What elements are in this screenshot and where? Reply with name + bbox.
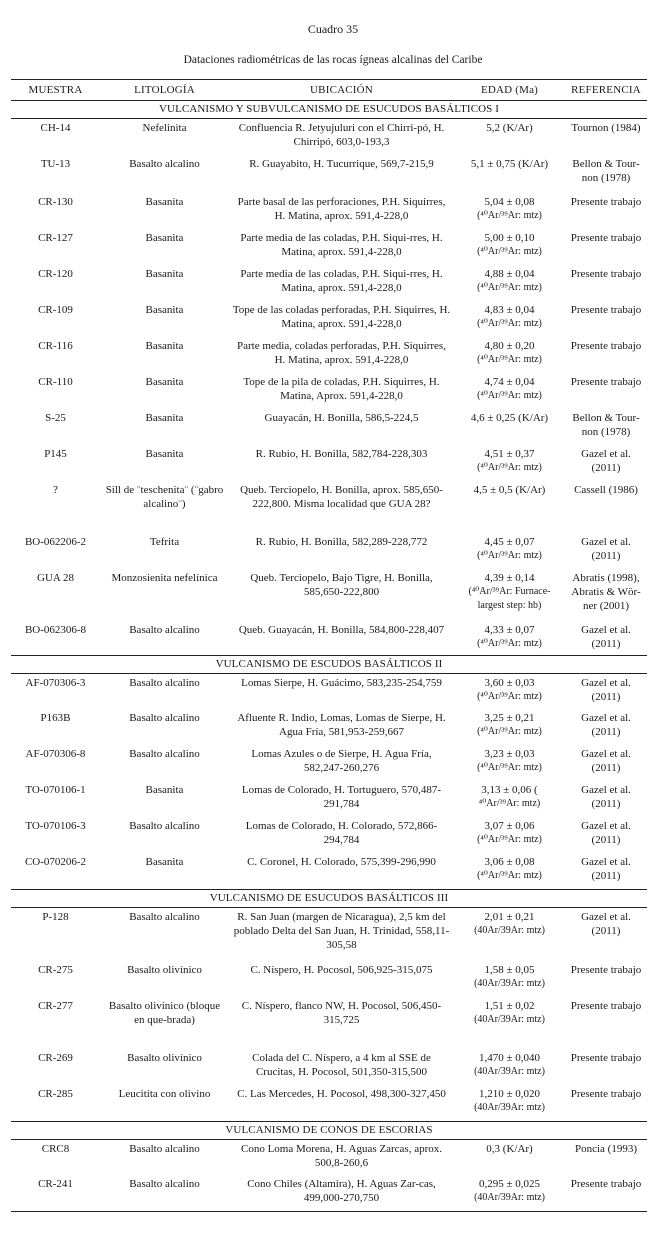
cell-referencia: Presente trabajo [570, 1178, 642, 1190]
table-row [11, 119, 647, 155]
cell-referencia: Presente trabajo [570, 1052, 642, 1064]
header-muestra: MUESTRA [28, 84, 83, 96]
age-method: (⁴⁰Ar/³⁹Ar: Furnace-largest step: hb) [468, 585, 551, 611]
cell-litologia: Tefrita [149, 535, 180, 548]
cell-ubicacion: R. Rubio, H. Bonilla, 582,289-228,772 [255, 535, 428, 548]
cell-litologia: Sill de ¨teschenita¨ (¨gabro alcalino¨) [105, 483, 224, 510]
cell-referencia: Presente trabajo [570, 339, 642, 352]
cell-referencia: Gazel et al. (2011) [581, 910, 631, 937]
table-row [11, 409, 647, 445]
cell-litologia: Basanita [145, 784, 184, 796]
cell-litologia: Basalto olivínico [127, 964, 202, 976]
cell-ubicacion: Parte media de las coladas, P.H. Siqui-rres, H. Matina, aprox. 591,4-228,0 [240, 267, 443, 294]
age-method: ⁴⁰Ar/³⁹Ar: mtz) [478, 798, 541, 809]
cell-referencia: Gazel et al. (2011) [581, 676, 631, 703]
cell-edad [454, 1085, 565, 1121]
age-method: (⁴⁰Ar/³⁹Ar: mtz) [477, 870, 542, 881]
cell-referencia: Presente trabajo [570, 195, 642, 208]
age-value: 4,6 ± 0,25 (K/Ar) [470, 411, 549, 424]
cell-muestra: CR-285 [38, 1088, 73, 1100]
cell-edad [454, 709, 565, 745]
table-row [11, 997, 647, 1049]
age-value: 3,07 ± 0,06 [484, 820, 535, 832]
table-body [11, 101, 647, 1212]
cell-referencia: Presente trabajo [570, 375, 642, 388]
age-method: (⁴⁰Ar/³⁹Ar: mtz) [477, 353, 542, 365]
cell-litologia: Basalto alcalino [129, 1142, 200, 1155]
age-value: 3,06 ± 0,08 [484, 856, 535, 868]
cell-muestra: GUA 28 [37, 571, 74, 584]
cell-muestra: BO-062306-8 [24, 623, 87, 636]
table-row [11, 1049, 647, 1085]
cell-litologia: Basanita [145, 231, 184, 244]
cell-muestra: P145 [44, 447, 67, 460]
cell-referencia: Presente trabajo [570, 1000, 642, 1012]
cell-ubicacion: R. Rubio, H. Bonilla, 582,784-228,303 [255, 447, 428, 460]
age-value: 0,295 ± 0,025 [478, 1178, 541, 1190]
cell-muestra: TO-070106-1 [25, 784, 86, 796]
cell-edad [454, 533, 565, 569]
cell-edad [454, 1139, 565, 1175]
cell-muestra: CH-14 [40, 122, 71, 134]
table-caption-title: Dataciones radiométricas de las rocas ígneas alcalinas del Caribe [183, 54, 483, 66]
table-row [11, 621, 647, 656]
age-method: (40Ar/39Ar: mtz) [474, 924, 545, 936]
cell-muestra: CRC8 [41, 1142, 70, 1155]
cell-ubicacion: Confluencia R. Jetyujuluri con el Chirri-pó, H. Chirripó, 603,0-193,3 [238, 122, 445, 148]
cell-edad [454, 673, 565, 709]
age-value: 4,5 ± 0,5 (K/Ar) [473, 483, 546, 496]
cell-muestra: BO-062206-2 [24, 535, 87, 548]
cell-litologia: Basalto alcalino [129, 748, 200, 760]
age-value: 5,04 ± 0,08 [484, 195, 535, 208]
cell-muestra: CR-120 [38, 267, 73, 280]
table-row [11, 265, 647, 301]
table-row [11, 817, 647, 853]
cell-referencia: Gazel et al. (2011) [581, 447, 631, 474]
cell-ubicacion: Cono Chiles (Altamira), H. Aguas Zar-cas, 499,000-270,750 [247, 1178, 436, 1204]
age-value: 5,1 ± 0,75 (K/Ar) [470, 157, 549, 170]
cell-edad [454, 337, 565, 373]
cell-ubicacion: Lomas de Colorado, H. Colorado, 572,866-294,784 [245, 820, 438, 846]
cell-edad [454, 445, 565, 481]
cell-edad [454, 1049, 565, 1085]
age-method: (⁴⁰Ar/³⁹Ar: mtz) [477, 461, 542, 473]
cell-edad [454, 265, 565, 301]
cell-ubicacion: Tope de las coladas perforadas, P.H. Siquirres, H. Matina, aprox. 591,4-228,0 [232, 303, 451, 330]
cell-referencia: Gazel et al. (2011) [581, 623, 631, 650]
cell-ubicacion: Guayacán, H. Bonilla, 586,5-224,5 [264, 411, 419, 424]
table-row [11, 853, 647, 889]
table-row [11, 155, 647, 193]
cell-referencia: Bellon & Tour-non (1978) [572, 157, 640, 184]
cell-muestra: CR-277 [38, 1000, 73, 1012]
cell-edad [454, 193, 565, 229]
cell-ubicacion: Lomas de Colorado, H. Tortuguero, 570,487-291,784 [241, 784, 442, 810]
cell-referencia: Gazel et al. (2011) [581, 535, 631, 562]
table-caption-number: Cuadro 35 [307, 22, 359, 36]
cell-referencia: Abratis (1998), Abratis & Wör-ner (2001) [571, 571, 641, 612]
age-method: (⁴⁰Ar/³⁹Ar: mtz) [477, 549, 542, 561]
cell-ubicacion: C. Las Mercedes, H. Pocosol, 498,300-327,450 [237, 1088, 446, 1100]
cell-litologia: Basanita [145, 375, 184, 388]
section-header-row [11, 1121, 647, 1139]
cell-edad [454, 301, 565, 337]
cell-ubicacion: C. Níspero, flanco NW, H. Pocosol, 506,450-315,725 [241, 1000, 442, 1026]
table-row [11, 709, 647, 745]
cell-litologia: Basanita [145, 267, 184, 280]
cell-referencia: Presente trabajo [570, 267, 642, 280]
cell-muestra: CR-269 [38, 1052, 73, 1064]
cell-ubicacion: Lomas Sierpe, H. Guácimo, 583,235-254,759 [241, 676, 442, 689]
age-value: 4,51 ± 0,37 [484, 447, 535, 460]
age-method: (⁴⁰Ar/³⁹Ar: mtz) [477, 209, 542, 221]
section-header-row [11, 655, 647, 673]
cell-muestra: CR-116 [38, 339, 73, 352]
cell-ubicacion: Parte basal de las perforaciones, P.H. Siquirres, H. Matina, aprox. 591,4-228,0 [237, 195, 446, 222]
table-row [11, 229, 647, 265]
age-value: 4,33 ± 0,07 [484, 623, 535, 636]
table-row [11, 673, 647, 709]
age-value: 1,210 ± 0,020 [478, 1088, 541, 1100]
cell-litologia: Basanita [145, 339, 184, 352]
cell-litologia: Basalto alcalino [129, 623, 200, 636]
radiometric-dating-table [11, 79, 647, 1212]
cell-litologia: Basanita [145, 447, 184, 460]
section-header-row [11, 889, 647, 907]
cell-litologia: Basalto alcalino [129, 820, 200, 832]
table-row [11, 481, 647, 533]
cell-muestra: CR-110 [38, 375, 73, 388]
cell-litologia: Basalto alcalino [129, 676, 200, 689]
cell-referencia: Gazel et al. (2011) [581, 820, 631, 846]
cell-litologia: Leucitita con olivino [118, 1088, 211, 1100]
cell-ubicacion: Queb. Terciopelo, H. Bonilla, aprox. 585,650-222,800. Misma localidad que GUA 28? [240, 483, 443, 510]
cell-referencia: Gazel et al. (2011) [581, 784, 631, 810]
cell-edad [454, 409, 565, 445]
cell-edad [454, 621, 565, 656]
cell-edad [454, 229, 565, 265]
age-value: 4,74 ± 0,04 [484, 375, 535, 388]
age-method: (⁴⁰Ar/³⁹Ar: mtz) [477, 281, 542, 293]
cell-muestra: CR-127 [38, 231, 73, 244]
cell-litologia: Basanita [145, 411, 184, 424]
cell-edad [454, 781, 565, 817]
age-method: (40Ar/39Ar: mtz) [474, 1066, 545, 1077]
age-method: (⁴⁰Ar/³⁹Ar: mtz) [477, 726, 542, 737]
table-row [11, 961, 647, 997]
cell-ubicacion: Parte media de las coladas, P.H. Siqui-rres, H. Matina, aprox. 591,4-228,0 [240, 231, 443, 258]
table-row [11, 445, 647, 481]
cell-muestra: AF-070306-8 [25, 748, 86, 760]
cell-litologia: Basanita [145, 303, 184, 316]
table-row [11, 569, 647, 621]
cell-ubicacion: C. Níspero, H. Pocosol, 506,925-315,075 [250, 964, 433, 976]
table-row [11, 193, 647, 229]
cell-referencia: Gazel et al. (2011) [581, 748, 631, 774]
age-method: (40Ar/39Ar: mtz) [474, 1102, 545, 1113]
age-method: (⁴⁰Ar/³⁹Ar: mtz) [477, 637, 542, 649]
cell-muestra: P-128 [42, 910, 69, 923]
age-value: 1,51 ± 0,02 [484, 1000, 535, 1012]
cell-referencia: Poncia (1993) [574, 1142, 637, 1155]
cell-edad [454, 907, 565, 961]
section-title: VULCANISMO DE ESUCUDOS BASÁLTICOS III [209, 891, 449, 904]
cell-ubicacion: Lomas Azules o de Sierpe, H. Agua Fría, 582,247-260,276 [251, 748, 432, 774]
cell-litologia: Basalto alcalino [129, 1178, 200, 1190]
cell-muestra: CO-070206-2 [24, 856, 87, 868]
table-row [11, 533, 647, 569]
age-method: (40Ar/39Ar: mtz) [474, 978, 545, 989]
cell-ubicacion: Queb. Terciopelo, Bajo Tigre, H. Bonilla, 585,650-222,800 [250, 571, 433, 598]
cell-litologia: Basanita [145, 856, 184, 868]
table-row [11, 907, 647, 961]
age-value: 3,23 ± 0,03 [484, 748, 535, 760]
cell-muestra: S-25 [45, 411, 66, 424]
table-row [11, 373, 647, 409]
age-method: (⁴⁰Ar/³⁹Ar: mtz) [477, 762, 542, 773]
cell-muestra: CR-109 [38, 303, 73, 316]
cell-edad [454, 119, 565, 155]
cell-edad [454, 569, 565, 621]
cell-litologia: Basanita [145, 195, 184, 208]
cell-referencia: Cassell (1986) [574, 483, 638, 496]
cell-litologia: Basalto alcalino [129, 157, 200, 170]
age-value: 3,25 ± 0,21 [484, 712, 535, 724]
age-value: 3,60 ± 0,03 [484, 676, 535, 689]
table-row [11, 337, 647, 373]
table-row [11, 1139, 647, 1175]
cell-muestra: CR-241 [38, 1178, 73, 1190]
cell-referencia: Presente trabajo [570, 964, 642, 976]
age-value: 1,470 ± 0,040 [478, 1052, 541, 1064]
age-value: 4,39 ± 0,14 [484, 571, 535, 584]
age-value: 4,83 ± 0,04 [484, 303, 535, 316]
age-method: (40Ar/39Ar: mtz) [474, 1192, 545, 1203]
cell-referencia: Presente trabajo [570, 303, 642, 316]
cell-edad [454, 481, 565, 533]
cell-ubicacion: Queb. Guayacán, H. Bonilla, 584,800-228,407 [238, 623, 445, 636]
cell-ubicacion: Afluente R. Indio, Lomas, Lomas de Sierpe, H. Agua Fría, 581,953-259,667 [237, 712, 446, 738]
section-title: VULCANISMO DE ESCUDOS BASÁLTICOS II [215, 657, 443, 670]
age-value: 2,01 ± 0,21 [484, 910, 535, 923]
table-row [11, 301, 647, 337]
section-title: VULCANISMO Y SUBVULCANISMO DE ESUCUDOS BASÁLTICOS I [158, 103, 500, 115]
cell-edad [454, 745, 565, 781]
cell-ubicacion: Colada del C. Níspero, a 4 km al SSE de Crucitas, H. Pocosol, 501,350-315,500 [252, 1052, 431, 1078]
age-value: 4,80 ± 0,20 [484, 339, 535, 352]
age-method: (⁴⁰Ar/³⁹Ar: mtz) [477, 690, 542, 702]
cell-litologia: Basalto alcalino [129, 712, 200, 724]
cell-muestra: ? [53, 483, 58, 496]
cell-referencia: Gazel et al. (2011) [581, 856, 631, 882]
age-method: (⁴⁰Ar/³⁹Ar: mtz) [477, 389, 542, 401]
header-ubicacion: UBICACIÓN [310, 84, 373, 96]
age-value: 4,88 ± 0,04 [484, 267, 535, 280]
age-value: 3,13 ± 0,06 ( [481, 784, 538, 796]
cell-referencia: Presente trabajo [570, 1088, 642, 1100]
age-value: 1,58 ± 0,05 [484, 964, 535, 976]
cell-edad [454, 997, 565, 1049]
cell-ubicacion: R. San Juan (margen de Nicaragua), 2,5 km del poblado Delta del San Juan, H. Trinidad, 558,11-305,58 [233, 910, 450, 951]
cell-referencia: Tournon (1984) [571, 122, 641, 134]
cell-edad [454, 373, 565, 409]
cell-muestra: P163B [40, 712, 71, 724]
cell-litologia: Basalto olivínico [127, 1052, 202, 1064]
cell-litologia: Monzosienita nefelínica [111, 571, 218, 584]
age-value: 4,45 ± 0,07 [484, 535, 535, 548]
section-title: VULCANISMO DE CONOS DE ESCORIAS [225, 1123, 433, 1136]
cell-edad [454, 853, 565, 889]
header-referencia: REFERENCIA [571, 84, 641, 96]
cell-edad [454, 817, 565, 853]
cell-litologia: Basalto alcalino [129, 910, 200, 923]
age-method: (⁴⁰Ar/³⁹Ar: mtz) [477, 245, 542, 257]
header-edad: EDAD (Ma) [480, 84, 539, 96]
cell-edad [454, 155, 565, 193]
cell-muestra: CR-275 [38, 964, 73, 976]
table-row [11, 781, 647, 817]
cell-referencia: Bellon & Tour-non (1978) [572, 411, 640, 438]
age-value: 0,3 (K/Ar) [486, 1142, 533, 1155]
age-value: 5,2 (K/Ar) [486, 122, 533, 134]
cell-referencia: Presente trabajo [570, 231, 642, 244]
cell-muestra: TO-070106-3 [25, 820, 86, 832]
cell-litologia: Nefelinita [142, 122, 187, 134]
header-litologia: LITOLOGÍA [134, 84, 195, 96]
cell-ubicacion: Tope de la pila de coladas, P.H. Siquirres, H. Matina, Aprox. 591,4-228,0 [243, 375, 440, 402]
age-method: (⁴⁰Ar/³⁹Ar: mtz) [477, 834, 542, 845]
table-row [11, 1085, 647, 1121]
cell-edad [454, 961, 565, 997]
table-row [11, 1175, 647, 1211]
section-header-row [11, 101, 647, 119]
age-value: 5,00 ± 0,10 [484, 231, 535, 244]
age-method: (40Ar/39Ar: mtz) [474, 1014, 545, 1025]
header-row [11, 80, 647, 101]
cell-edad [454, 1175, 565, 1211]
cell-referencia: Gazel et al. (2011) [581, 712, 631, 738]
age-method: (⁴⁰Ar/³⁹Ar: mtz) [477, 317, 542, 329]
cell-muestra: TU-13 [40, 157, 71, 170]
cell-muestra: AF-070306-3 [25, 676, 86, 689]
cell-litologia: Basalto olivínico (bloque en que-brada) [108, 1000, 221, 1026]
cell-muestra: CR-130 [38, 195, 73, 208]
cell-ubicacion: Cono Loma Morena, H. Aguas Zarcas, aprox. 500,8-260,6 [240, 1142, 442, 1169]
cell-ubicacion: C. Coronel, H. Colorado, 575,399-296,990 [247, 856, 436, 868]
cell-ubicacion: Parte media, coladas perforadas, P.H. Siquirres, H. Matina, aprox. 591,4-228,0 [237, 339, 446, 366]
cell-ubicacion: R. Guayabito, H. Tucurrique, 569,7-215,9 [249, 157, 434, 170]
table-row [11, 745, 647, 781]
